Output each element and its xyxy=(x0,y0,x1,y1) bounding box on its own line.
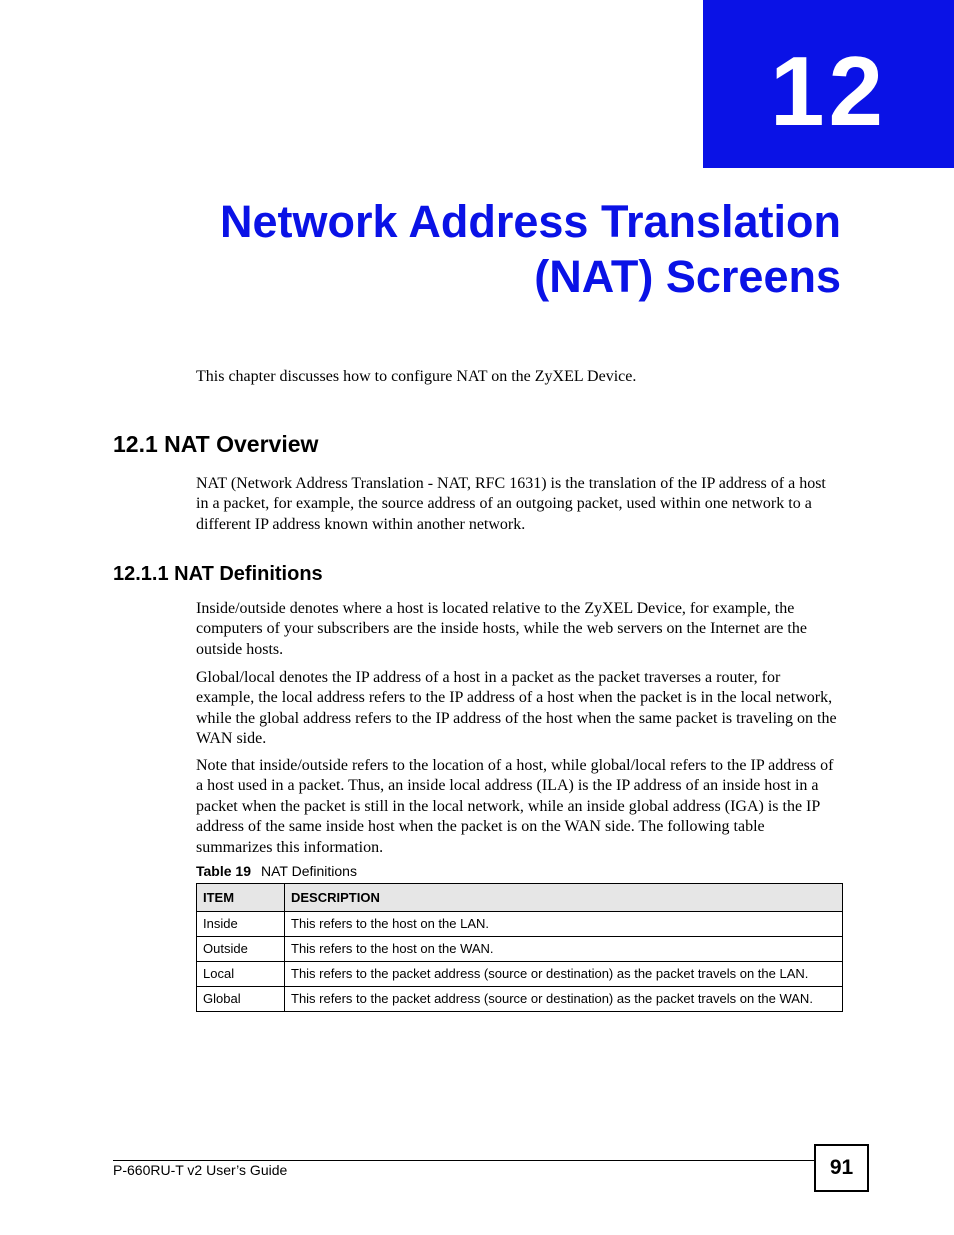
chapter-title-line-1: Network Address Translation xyxy=(220,196,841,247)
table-header-row xyxy=(197,884,843,912)
table-cell-description: This refers to the packet address (source or destination) as the packet travels on the WAN. xyxy=(285,987,843,1012)
nat-definitions-table xyxy=(196,883,843,1012)
table-cell-description: This refers to the host on the LAN. xyxy=(285,912,843,937)
table-cell-description: This refers to the host on the WAN. xyxy=(285,937,843,962)
chapter-intro: This chapter discusses how to configure NAT on the ZyXEL Device. xyxy=(196,368,637,385)
column-header-item: ITEM xyxy=(197,884,285,912)
table-cell-item: Global xyxy=(197,987,285,1012)
chapter-number: 12 xyxy=(769,36,887,146)
section-paragraph: NAT (Network Address Translation - NAT, RFC 1631) is the translation of the IP address of a host in a packet, for example, the source address of an outgoing packet, used within one network to a different IP address known within another network. xyxy=(196,475,826,533)
table-cell-item: Inside xyxy=(197,912,285,937)
table-row xyxy=(197,987,843,1012)
page-number: 91 xyxy=(829,1156,854,1179)
column-header-description: DESCRIPTION xyxy=(285,884,843,912)
table-caption-title: NAT Definitions xyxy=(261,863,357,879)
table-caption-label: Table 19 xyxy=(196,863,251,879)
chapter-title-line-2: (NAT) Screens xyxy=(534,251,841,302)
footer-guide-title: P-660RU-T v2 User’s Guide xyxy=(113,1162,288,1178)
paragraph-global-local: Global/local denotes the IP address of a host in a packet as the packet traverses a router, for example, the local address refers to the IP address of a host when the packet is in the local network, while the global address refers to the IP address of the host when the same packet is traveling on the WAN side. xyxy=(196,669,837,748)
table-row xyxy=(197,962,843,987)
paragraph-inside-outside: Inside/outside denotes where a host is located relative to the ZyXEL Device, for example, the computers of your subscribers are the inside hosts, while the web servers on the Internet are the outside hosts. xyxy=(196,600,807,658)
subsection-heading: 12.1.1 NAT Definitions xyxy=(113,563,323,585)
table-cell-item: Local xyxy=(197,962,285,987)
table-cell-item: Outside xyxy=(197,937,285,962)
section-heading: 12.1 NAT Overview xyxy=(113,431,319,457)
table-caption xyxy=(196,863,357,880)
chapter-title xyxy=(81,194,841,304)
footer-divider xyxy=(113,1160,815,1161)
table-cell-description: This refers to the packet address (source or destination) as the packet travels on the LAN. xyxy=(285,962,843,987)
chapter-number-box xyxy=(703,0,954,168)
table-row xyxy=(197,912,843,937)
paragraph-note: Note that inside/outside refers to the location of a host, while global/local refers to the IP address of a host used in a packet. Thus, an inside local address (ILA) is the IP address of an inside host in a packet when the packet is still in the local network, while an inside global address (IGA) is the IP address of the same inside host when the packet is on the WAN side. The following table summarizes this information. xyxy=(196,757,834,856)
table-row xyxy=(197,937,843,962)
page-number-box xyxy=(814,1144,869,1192)
